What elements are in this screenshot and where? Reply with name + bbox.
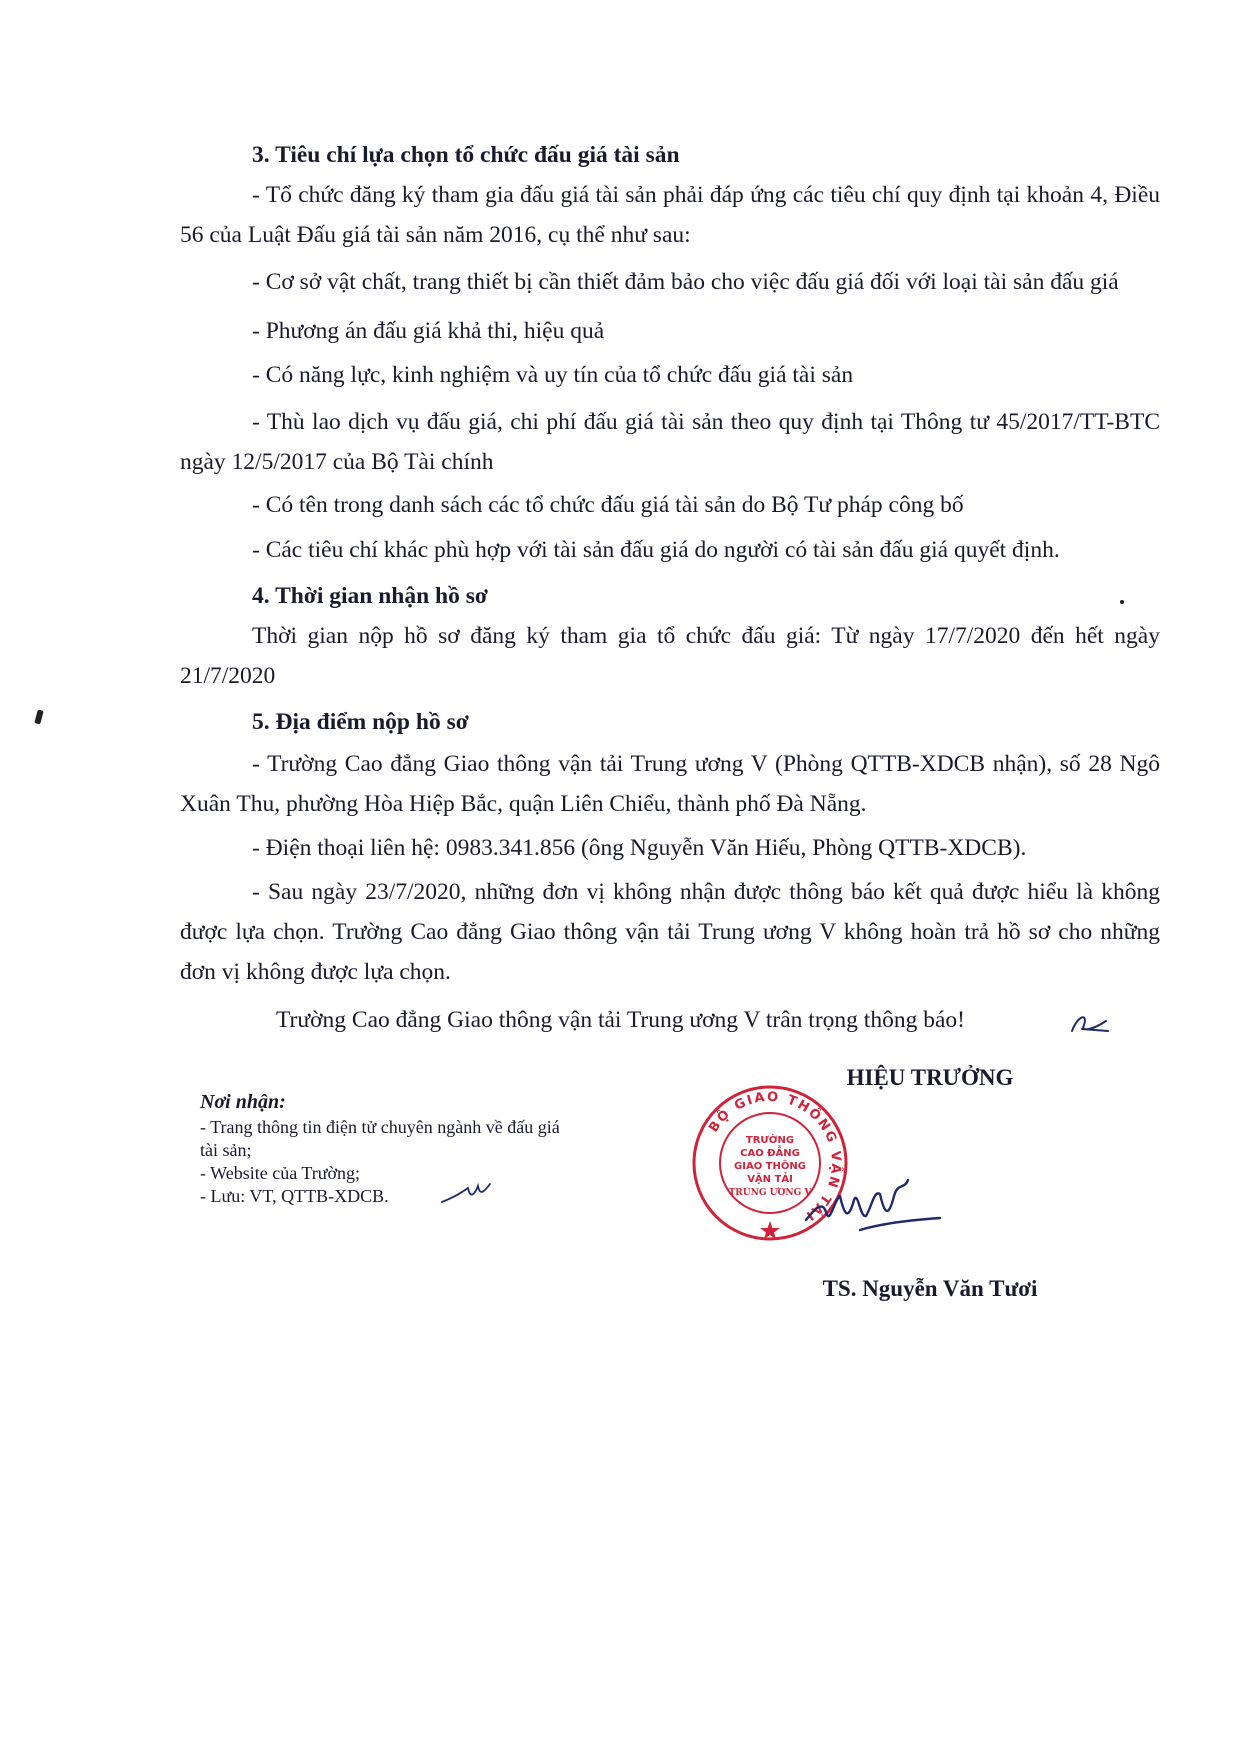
section-heading: 4. Thời gian nhận hồ sơ [252, 583, 488, 609]
stamp-center-line: GIAO THÔNG [734, 1161, 806, 1172]
section-heading: 3. Tiêu chí lựa chọn tổ chức đấu giá tài sản [252, 142, 680, 168]
paragraph: - Các tiêu chí khác phù hợp với tài sản đấu giá do người có tài sản đấu giá quyết định. [252, 537, 1060, 563]
handwritten-initials [440, 1180, 492, 1208]
paragraph: - Phương án đấu giá khả thi, hiệu quả [252, 318, 605, 344]
stamp-ring-text: BỘ GIAO THÔNG VẬN TẢI [706, 1089, 844, 1224]
recipient-item: tài sản; [200, 1140, 252, 1160]
document-body [180, 135, 1160, 1040]
stamp-center-line: VẬN TẢI [747, 1174, 793, 1185]
margin-dot [1120, 600, 1124, 604]
star-icon [760, 1221, 780, 1239]
paragraph: - Cơ sở vật chất, trang thiết bị cần thiết đảm bảo cho việc đấu giá đối với loại tài sản đấu giá [252, 269, 1119, 295]
recipients-title: Nơi nhận: [200, 1091, 286, 1113]
stamp-center-line: TRUNG ƯƠNG V [728, 1188, 812, 1198]
margin-mark [34, 709, 43, 724]
closing-line: Trường Cao đẳng Giao thông vận tải Trung ương V trân trọng thông báo! [276, 1007, 965, 1033]
paragraph: - Có tên trong danh sách các tổ chức đấu giá tài sản do Bộ Tư pháp công bố [252, 492, 964, 518]
handwritten-signature [800, 1160, 960, 1250]
paragraph: - Có năng lực, kinh nghiệm và uy tín của tổ chức đấu giá tài sản [252, 362, 854, 388]
paragraph: - Điện thoại liên hệ: 0983.341.856 (ông Nguyễn Văn Hiếu, Phòng QTTB-XDCB). [252, 835, 1027, 861]
paragraph: - Thù lao dịch vụ đấu giá, chi phí đấu giá tài sản theo quy định tại Thông tư 45/2017/TT-BTC ngày 12/5/2017 của Bộ Tài chính [180, 409, 1160, 475]
recipient-item: - Trang thông tin điện tử chuyên ngành về đấu giá [200, 1117, 560, 1137]
handwritten-initials [1068, 1011, 1110, 1035]
signer-name: TS. Nguyễn Văn Tươi [822, 1276, 1038, 1301]
stamp-center-line: TRƯỜNG [745, 1135, 795, 1146]
paragraph: - Sau ngày 23/7/2020, những đơn vị không nhận được thông báo kết quả được hiểu là không được lựa chọn. Trường Cao đẳng Giao thông vận tải Trung ương V không hoàn trả hồ sơ cho những đơn vị không được lựa chọn. [180, 879, 1160, 985]
paragraph: Thời gian nộp hồ sơ đăng ký tham gia tổ chức đấu giá: Từ ngày 17/7/2020 đến hết ngày 21/7/2020 [180, 623, 1160, 689]
stamp-center-line: CAO ĐẲNG [740, 1148, 800, 1159]
signer-title: HIỆU TRƯỞNG [846, 1065, 1014, 1090]
paragraph: - Trường Cao đẳng Giao thông vận tải Trung ương V (Phòng QTTB-XDCB nhận), số 28 Ngô Xuân Thu, phường Hòa Hiệp Bắc, quận Liên Chiểu, thành phố Đà Nẵng. [180, 751, 1160, 817]
paragraph: - Tổ chức đăng ký tham gia đấu giá tài sản phải đáp ứng các tiêu chí quy định tại khoản 4, Điều 56 của Luật Đấu giá tài sản năm 2016, cụ thể như sau: [180, 182, 1160, 248]
recipient-item: - Lưu: VT, QTTB-XDCB. [200, 1186, 389, 1206]
section-heading: 5. Địa điểm nộp hồ sơ [252, 709, 469, 735]
recipient-item: - Website của Trường; [200, 1163, 360, 1183]
